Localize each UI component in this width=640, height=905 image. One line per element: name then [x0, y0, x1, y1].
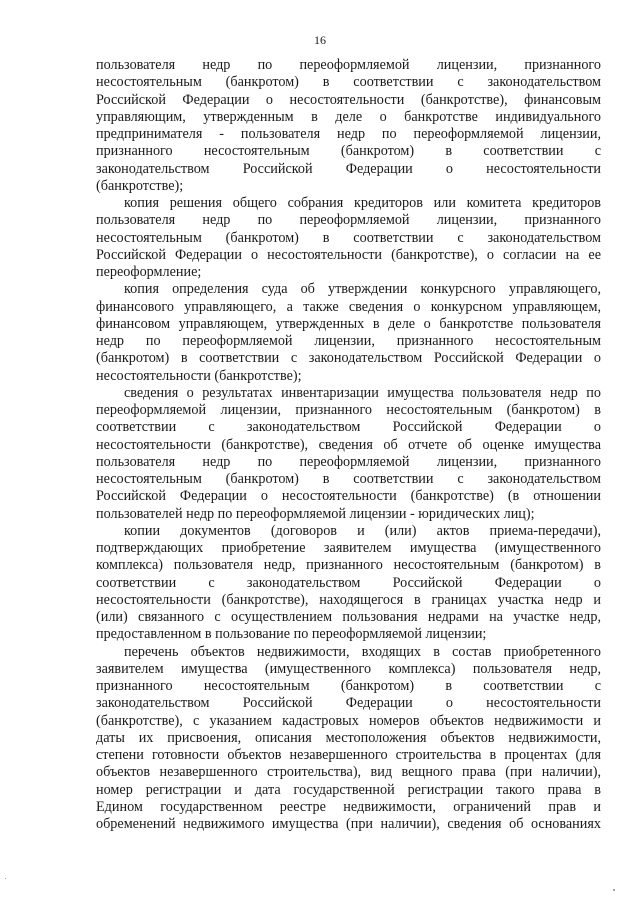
text-line: несостоятельности (банкротстве), сведения об отчете об оценке имущества: [96, 436, 601, 453]
text-line: перечень объектов недвижимости, входящих в состав приобретенного: [124, 643, 601, 660]
text-line: Российской Федерации о несостоятельности (банкротстве), о согласии на ее: [96, 246, 601, 263]
text-line: номер регистрации и дата государственной регистрации такого права в: [96, 781, 601, 798]
text-line: пользователя недр по переоформляемой лицензии, признанного: [96, 57, 601, 73]
text-line: Едином государственном реестре недвижимости, ограничений прав и: [96, 798, 601, 815]
text-line: несостоятельным (банкротом) в соответствии с законодательством: [96, 74, 601, 91]
text-line: пользователя недр по переоформляемой лицензии, признанного: [96, 453, 601, 470]
text-line: несостоятельным (банкротом) в соответствии с законодательством: [96, 229, 601, 246]
text-line: комплекса) пользователя недр, признанного несостоятельным (банкротом) в: [96, 557, 601, 574]
text-line: подтверждающих приобретение заявителем имущества (имущественного: [96, 540, 601, 556]
text-line: несостоятельным (банкротом) в соответствии с законодательством: [96, 471, 601, 487]
page-number: 16: [314, 33, 326, 47]
scan-speck: [613, 889, 615, 891]
text-line: объектов незавершенного строительства), вид вещного права (при наличии),: [96, 764, 601, 781]
document-body: [96, 57, 601, 833]
text-line: переоформляемой лицензии, признанного несостоятельным (банкротом) в: [96, 402, 601, 418]
text-line: обременений недвижимого имущества (при наличии), сведения об основаниях: [96, 816, 601, 832]
text-line: финансовом управляющем, утвержденных в деле о банкротстве пользователя: [96, 315, 601, 332]
text-line: законодательством Российской Федерации о несостоятельности: [96, 695, 601, 712]
text-line: копия решения общего собрания кредиторов или комитета кредиторов: [124, 195, 601, 211]
text-line: признанного несостоятельным (банкротом) в соответствии с: [96, 143, 601, 160]
text-line: пользователей недр по переоформляемой лицензии - юридических лиц);: [96, 505, 535, 522]
text-line: соответствии с законодательством Российской Федерации о: [96, 574, 601, 591]
text-line: пользователя недр по переоформляемой лицензии, признанного: [96, 212, 601, 229]
text-line: (банкротстве);: [96, 177, 184, 194]
text-line: (или) связанного с осуществлением пользования недрами на участке недр,: [96, 609, 601, 625]
text-line: несостоятельности (банкротстве), находящегося в границах участка недр и: [96, 591, 601, 608]
text-line: финансового управляющего, а также сведения о конкурсном управляющем,: [96, 298, 601, 315]
text-line: предпринимателя - пользователя недр по переоформляемой лицензии,: [96, 126, 601, 142]
text-line: недр по переоформляемой лицензии, признанного несостоятельным: [96, 333, 601, 349]
text-line: (банкротом) в соответствии с законодательством Российской Федерации о: [96, 350, 601, 367]
text-line: предоставленном в пользование по переоформляемой лицензии;: [96, 626, 487, 643]
text-line: управляющим, утвержденным в деле о банкротстве индивидуального: [96, 108, 601, 125]
text-line: признанного несостоятельным (банкротом) в соответствии с: [96, 678, 601, 694]
text-line: заявителем имущества (имущественного комплекса) пользователя недр,: [96, 660, 601, 677]
text-line: копии документов (договоров и (или) актов приема-передачи),: [124, 522, 601, 539]
text-line: степени готовности объектов незавершенного строительства в процентах (для: [96, 747, 601, 763]
text-line: соответствии с законодательством Российской Федерации о: [96, 419, 601, 436]
text-line: копия определения суда об утверждении конкурсного управляющего,: [124, 281, 601, 298]
text-line: сведения о результатах инвентаризации имущества пользователя недр по: [124, 384, 601, 401]
scan-speck: [5, 878, 6, 879]
text-line: законодательством Российской Федерации о несостоятельности: [96, 160, 601, 177]
text-line: (банкротстве), с указанием кадастровых номеров объектов недвижимости и: [96, 712, 601, 729]
text-line: переоформление;: [96, 264, 202, 280]
text-line: Российской Федерации о несостоятельности (банкротстве), финансовым: [96, 91, 601, 108]
text-line: Российской Федерации о несостоятельности (банкротстве) (в отношении: [96, 488, 601, 505]
text-line: несостоятельности (банкротстве);: [96, 367, 302, 384]
text-line: даты их присвоения, описания местоположения объектов недвижимости,: [96, 729, 601, 746]
